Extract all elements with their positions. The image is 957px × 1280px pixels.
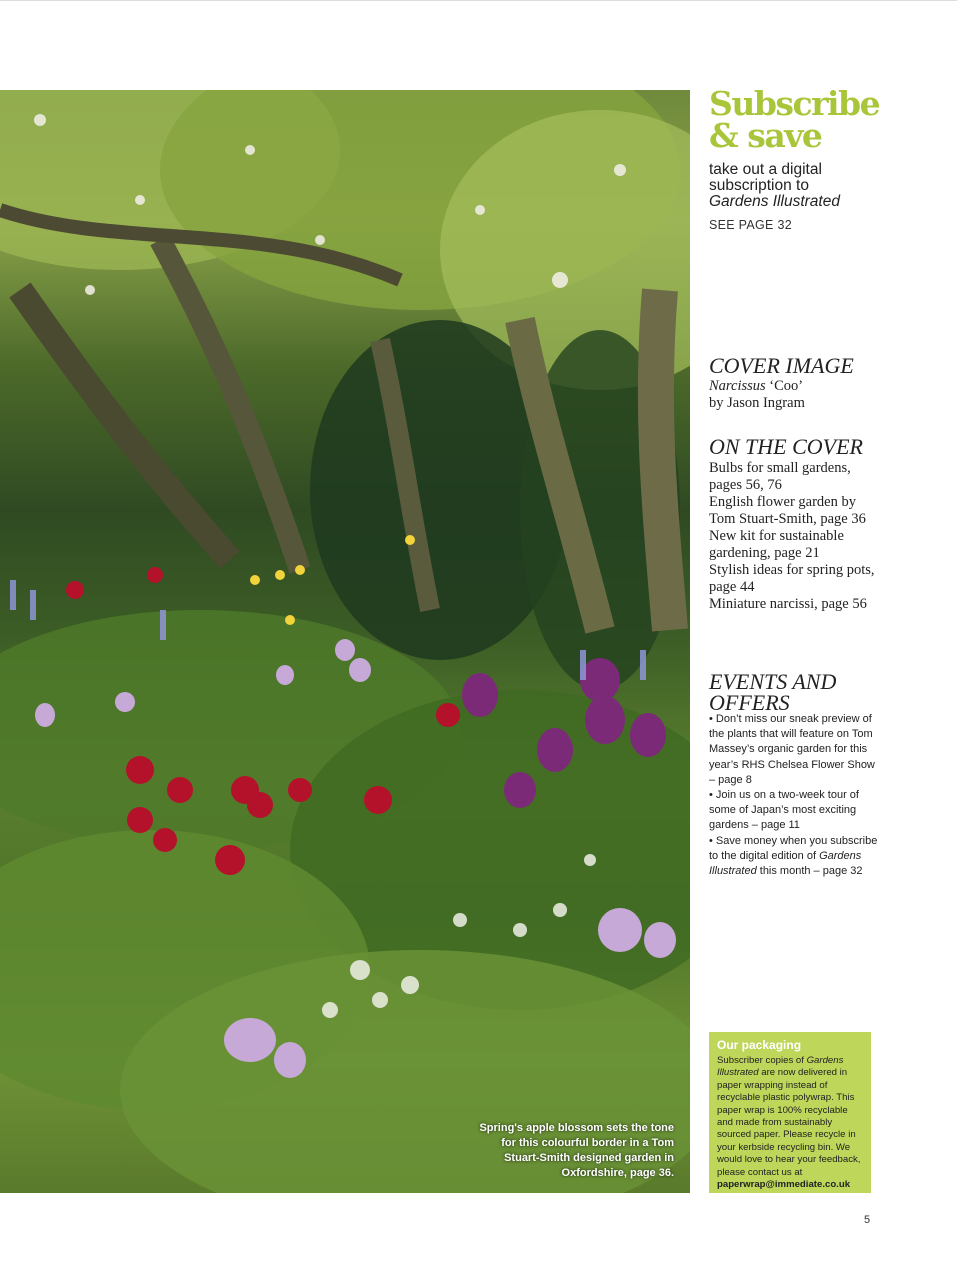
events-heading — [709, 671, 894, 713]
list-item: New kit for sustainable gardening, page 21 — [709, 528, 844, 561]
subscribe-desc-line2: subscription to — [709, 177, 809, 194]
cover-cultivar: ‘Coo’ — [765, 378, 804, 394]
garden-photo — [0, 90, 690, 1193]
events-list — [709, 712, 884, 879]
packaging-box — [709, 1032, 871, 1193]
list-item: • Don’t miss our sneak preview of the plants that will feature on Tom Massey’s organic garden for this year’s RHS Chelsea Flower Show – page 8 — [709, 713, 875, 786]
packaging-email-link[interactable]: paperwrap@immediate.co.uk — [717, 1179, 851, 1191]
subscribe-title-line2: & save — [709, 116, 822, 155]
subscribe-title-line1: Subscribe — [709, 84, 880, 123]
cover-credit: by Jason Ingram — [709, 395, 805, 411]
photo-caption: Spring's apple blossom sets the tone for this colourful border in a Tom Stuart-Smith designed garden in Oxfordshire, page 36. — [479, 1122, 674, 1179]
event-magazine-name: Gardens Illustrated — [709, 849, 862, 878]
subscribe-title[interactable] — [709, 84, 894, 155]
on-the-cover-list — [709, 460, 884, 613]
packaging-title: Our packaging — [717, 1038, 802, 1052]
packaging-text: are now delivered in paper wrapping instead of recyclable plastic polywrap. This paper wrap is 100% recyclable and made from sustainably sourced paper. Please recycle in your kerbside recycling bin. We would love to hear your feedback, please contact us at — [717, 1067, 861, 1178]
subscribe-desc-line3: Gardens Illustrated — [709, 193, 840, 210]
garden-photo-illustration — [0, 90, 690, 1193]
subscribe-description — [709, 162, 894, 210]
events-heading-line1: EVENTS AND — [709, 669, 837, 694]
on-the-cover-heading: ON THE COVER — [709, 434, 863, 459]
list-item: Bulbs for small gardens, pages 56, 76 — [709, 460, 851, 493]
cover-image-details — [709, 378, 894, 412]
subscribe-desc-line1: take out a digital — [709, 161, 822, 178]
event-text: • Save money when you subscribe to the digital edition of — [709, 834, 878, 862]
list-item — [709, 834, 884, 880]
top-rule — [0, 0, 957, 1]
list-item: English flower garden by Tom Stuart-Smith, page 36 — [709, 494, 866, 527]
see-page-link[interactable]: SEE PAGE 32 — [709, 218, 792, 232]
event-text: this month – page 32 — [756, 865, 863, 878]
list-item: Miniature narcissi, page 56 — [709, 596, 867, 612]
events-heading-line2: OFFERS — [709, 690, 790, 715]
list-item: • Join us on a two-week tour of some of Japan’s most exciting gardens – page 11 — [709, 789, 859, 832]
packaging-text: Subscriber copies of — [717, 1055, 807, 1066]
page-number: 5 — [864, 1214, 871, 1226]
cover-plant-name: Narcissus — [709, 378, 766, 394]
cover-image-heading: COVER IMAGE — [709, 353, 854, 378]
packaging-body — [717, 1055, 863, 1191]
list-item: Stylish ideas for spring pots, page 44 — [709, 562, 875, 595]
packaging-magazine-name: Gardens Illustrated — [717, 1055, 844, 1079]
